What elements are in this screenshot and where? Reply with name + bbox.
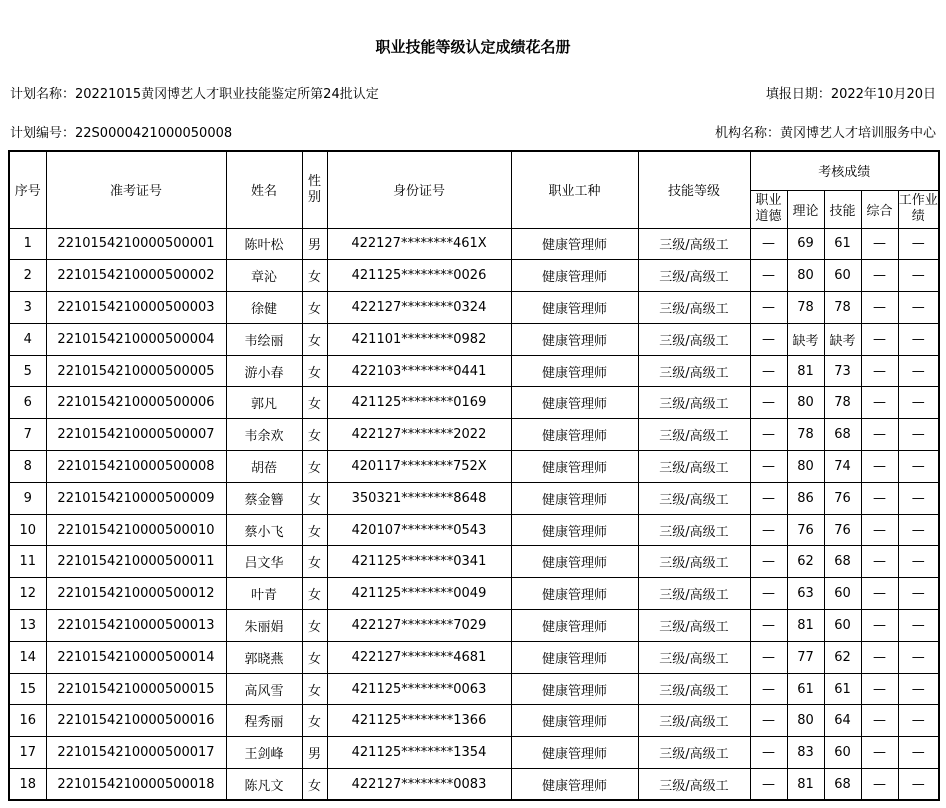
cell-level: 三级/高级工 <box>638 323 750 355</box>
cell-id-no: 350321********8648 <box>327 482 511 514</box>
cell-theory: 62 <box>787 546 824 578</box>
cell-level: 三级/高级工 <box>638 737 750 769</box>
cell-overall: — <box>861 673 898 705</box>
cell-work: — <box>898 610 939 642</box>
cell-name: 郭晓燕 <box>226 641 302 673</box>
cell-gender: 女 <box>302 705 327 737</box>
cell-gender: 女 <box>302 387 327 419</box>
cell-id-no: 421125********0049 <box>327 578 511 610</box>
cell-skill: 76 <box>824 514 861 546</box>
cell-exam-no: 2210154210000500015 <box>46 673 226 705</box>
header-name: 姓名 <box>226 151 302 228</box>
cell-level: 三级/高级工 <box>638 451 750 483</box>
cell-id-no: 421125********0026 <box>327 260 511 292</box>
cell-level: 三级/高级工 <box>638 641 750 673</box>
cell-skill: 74 <box>824 451 861 483</box>
cell-name: 王剑峰 <box>226 737 302 769</box>
plan-name: 计划名称：20221015黄冈博艺人才职业技能鉴定所第24批认定 <box>10 87 379 102</box>
cell-work: — <box>898 292 939 324</box>
cell-ethics: — <box>750 451 787 483</box>
cell-work: — <box>898 769 939 801</box>
cell-id-no: 422103********0441 <box>327 355 511 387</box>
cell-exam-no: 2210154210000500017 <box>46 737 226 769</box>
cell-work: — <box>898 355 939 387</box>
cell-seq: 11 <box>9 546 46 578</box>
cell-occupation: 健康管理师 <box>511 419 638 451</box>
cell-seq: 10 <box>9 514 46 546</box>
cell-gender: 女 <box>302 482 327 514</box>
table-row <box>9 514 939 546</box>
cell-id-no: 421101********0982 <box>327 323 511 355</box>
cell-seq: 9 <box>9 482 46 514</box>
cell-exam-no: 2210154210000500001 <box>46 228 226 260</box>
cell-work: — <box>898 737 939 769</box>
cell-gender: 女 <box>302 546 327 578</box>
cell-overall: — <box>861 387 898 419</box>
cell-theory: 80 <box>787 451 824 483</box>
cell-theory: 缺考 <box>787 323 824 355</box>
cell-ethics: — <box>750 610 787 642</box>
cell-seq: 18 <box>9 769 46 801</box>
header-work: 工作业绩 <box>898 190 939 228</box>
cell-id-no: 420107********0543 <box>327 514 511 546</box>
cell-level: 三级/高级工 <box>638 387 750 419</box>
cell-level: 三级/高级工 <box>638 610 750 642</box>
cell-occupation: 健康管理师 <box>511 260 638 292</box>
table-header <box>9 151 939 228</box>
table-body <box>9 228 939 800</box>
cell-name: 陈叶松 <box>226 228 302 260</box>
cell-seq: 1 <box>9 228 46 260</box>
cell-gender: 女 <box>302 419 327 451</box>
table-row <box>9 610 939 642</box>
cell-exam-no: 2210154210000500018 <box>46 769 226 801</box>
cell-theory: 78 <box>787 292 824 324</box>
cell-name: 章沁 <box>226 260 302 292</box>
cell-name: 陈凡文 <box>226 769 302 801</box>
table-row <box>9 419 939 451</box>
cell-overall: — <box>861 228 898 260</box>
table-row <box>9 641 939 673</box>
cell-skill: 60 <box>824 578 861 610</box>
cell-overall: — <box>861 610 898 642</box>
cell-overall: — <box>861 641 898 673</box>
cell-gender: 女 <box>302 578 327 610</box>
cell-overall: — <box>861 355 898 387</box>
cell-theory: 80 <box>787 705 824 737</box>
cell-exam-no: 2210154210000500011 <box>46 546 226 578</box>
table-row <box>9 578 939 610</box>
cell-overall: — <box>861 705 898 737</box>
cell-work: — <box>898 228 939 260</box>
cell-theory: 63 <box>787 578 824 610</box>
table-row <box>9 323 939 355</box>
table-row <box>9 673 939 705</box>
cell-seq: 3 <box>9 292 46 324</box>
cell-exam-no: 2210154210000500012 <box>46 578 226 610</box>
cell-skill: 68 <box>824 769 861 801</box>
table-row <box>9 355 939 387</box>
cell-work: — <box>898 514 939 546</box>
header-exam-no: 准考证号 <box>46 151 226 228</box>
cell-ethics: — <box>750 419 787 451</box>
cell-gender: 女 <box>302 514 327 546</box>
cell-overall: — <box>861 482 898 514</box>
cell-gender: 女 <box>302 355 327 387</box>
header-level: 技能等级 <box>638 151 750 228</box>
cell-id-no: 422127********0083 <box>327 769 511 801</box>
cell-id-no: 421125********1366 <box>327 705 511 737</box>
cell-ethics: — <box>750 482 787 514</box>
cell-seq: 14 <box>9 641 46 673</box>
cell-exam-no: 2210154210000500006 <box>46 387 226 419</box>
cell-theory: 81 <box>787 769 824 801</box>
cell-skill: 61 <box>824 228 861 260</box>
cell-exam-no: 2210154210000500008 <box>46 451 226 483</box>
cell-occupation: 健康管理师 <box>511 228 638 260</box>
cell-level: 三级/高级工 <box>638 355 750 387</box>
fill-date: 填报日期：2022年10月20日 <box>765 87 936 102</box>
cell-ethics: — <box>750 514 787 546</box>
cell-theory: 86 <box>787 482 824 514</box>
cell-occupation: 健康管理师 <box>511 514 638 546</box>
cell-exam-no: 2210154210000500002 <box>46 260 226 292</box>
cell-gender: 女 <box>302 769 327 801</box>
cell-exam-no: 2210154210000500003 <box>46 292 226 324</box>
cell-gender: 女 <box>302 323 327 355</box>
cell-gender: 男 <box>302 228 327 260</box>
cell-overall: — <box>861 323 898 355</box>
cell-overall: — <box>861 546 898 578</box>
cell-name: 叶青 <box>226 578 302 610</box>
cell-occupation: 健康管理师 <box>511 769 638 801</box>
table-row <box>9 292 939 324</box>
cell-name: 高风雪 <box>226 673 302 705</box>
cell-occupation: 健康管理师 <box>511 451 638 483</box>
cell-gender: 女 <box>302 641 327 673</box>
cell-work: — <box>898 578 939 610</box>
cell-name: 韦余欢 <box>226 419 302 451</box>
cell-theory: 81 <box>787 610 824 642</box>
cell-ethics: — <box>750 292 787 324</box>
cell-exam-no: 2210154210000500014 <box>46 641 226 673</box>
score-roster-table <box>8 150 940 801</box>
cell-overall: — <box>861 451 898 483</box>
cell-seq: 4 <box>9 323 46 355</box>
cell-overall: — <box>861 737 898 769</box>
cell-occupation: 健康管理师 <box>511 641 638 673</box>
cell-work: — <box>898 482 939 514</box>
cell-exam-no: 2210154210000500010 <box>46 514 226 546</box>
cell-work: — <box>898 387 939 419</box>
cell-work: — <box>898 705 939 737</box>
cell-seq: 8 <box>9 451 46 483</box>
cell-id-no: 421125********1354 <box>327 737 511 769</box>
cell-ethics: — <box>750 546 787 578</box>
cell-skill: 61 <box>824 673 861 705</box>
cell-occupation: 健康管理师 <box>511 387 638 419</box>
cell-ethics: — <box>750 769 787 801</box>
cell-ethics: — <box>750 323 787 355</box>
cell-overall: — <box>861 514 898 546</box>
cell-name: 蔡金簪 <box>226 482 302 514</box>
table-row <box>9 482 939 514</box>
table-row <box>9 546 939 578</box>
header-id-no: 身份证号 <box>327 151 511 228</box>
cell-overall: — <box>861 578 898 610</box>
cell-exam-no: 2210154210000500013 <box>46 610 226 642</box>
cell-theory: 77 <box>787 641 824 673</box>
cell-ethics: — <box>750 260 787 292</box>
cell-name: 徐健 <box>226 292 302 324</box>
cell-ethics: — <box>750 228 787 260</box>
cell-level: 三级/高级工 <box>638 546 750 578</box>
cell-seq: 7 <box>9 419 46 451</box>
cell-occupation: 健康管理师 <box>511 578 638 610</box>
cell-work: — <box>898 641 939 673</box>
cell-theory: 76 <box>787 514 824 546</box>
cell-id-no: 422127********461X <box>327 228 511 260</box>
cell-skill: 78 <box>824 387 861 419</box>
cell-name: 韦绘丽 <box>226 323 302 355</box>
cell-level: 三级/高级工 <box>638 514 750 546</box>
cell-id-no: 421125********0341 <box>327 546 511 578</box>
cell-name: 蔡小飞 <box>226 514 302 546</box>
cell-id-no: 422127********7029 <box>327 610 511 642</box>
cell-gender: 女 <box>302 451 327 483</box>
cell-occupation: 健康管理师 <box>511 673 638 705</box>
cell-exam-no: 2210154210000500005 <box>46 355 226 387</box>
header-theory: 理论 <box>787 190 824 228</box>
cell-seq: 13 <box>9 610 46 642</box>
cell-work: — <box>898 673 939 705</box>
cell-occupation: 健康管理师 <box>511 610 638 642</box>
cell-occupation: 健康管理师 <box>511 546 638 578</box>
cell-work: — <box>898 419 939 451</box>
cell-occupation: 健康管理师 <box>511 323 638 355</box>
header-overall: 综合 <box>861 190 898 228</box>
cell-work: — <box>898 546 939 578</box>
table-row <box>9 769 939 801</box>
cell-theory: 81 <box>787 355 824 387</box>
cell-ethics: — <box>750 387 787 419</box>
cell-overall: — <box>861 769 898 801</box>
table-row <box>9 451 939 483</box>
page-title: 职业技能等级认定成绩花名册 <box>375 38 571 56</box>
cell-name: 吕文华 <box>226 546 302 578</box>
cell-level: 三级/高级工 <box>638 578 750 610</box>
cell-exam-no: 2210154210000500009 <box>46 482 226 514</box>
header-seq: 序号 <box>9 151 46 228</box>
cell-id-no: 421125********0169 <box>327 387 511 419</box>
cell-name: 程秀丽 <box>226 705 302 737</box>
table-row <box>9 737 939 769</box>
cell-overall: — <box>861 292 898 324</box>
cell-level: 三级/高级工 <box>638 228 750 260</box>
cell-level: 三级/高级工 <box>638 292 750 324</box>
cell-ethics: — <box>750 355 787 387</box>
cell-occupation: 健康管理师 <box>511 705 638 737</box>
cell-ethics: — <box>750 737 787 769</box>
cell-skill: 73 <box>824 355 861 387</box>
cell-occupation: 健康管理师 <box>511 355 638 387</box>
header-skill: 技能 <box>824 190 861 228</box>
cell-gender: 女 <box>302 260 327 292</box>
cell-theory: 78 <box>787 419 824 451</box>
cell-skill: 68 <box>824 419 861 451</box>
cell-level: 三级/高级工 <box>638 419 750 451</box>
table-row <box>9 228 939 260</box>
cell-ethics: — <box>750 641 787 673</box>
header-scores: 考核成绩 <box>750 151 939 190</box>
cell-skill: 64 <box>824 705 861 737</box>
cell-theory: 83 <box>787 737 824 769</box>
table-row <box>9 705 939 737</box>
cell-id-no: 422127********0324 <box>327 292 511 324</box>
cell-gender: 女 <box>302 673 327 705</box>
header-occupation: 职业工种 <box>511 151 638 228</box>
cell-seq: 5 <box>9 355 46 387</box>
cell-exam-no: 2210154210000500016 <box>46 705 226 737</box>
header-gender: 性别 <box>302 151 327 228</box>
organization-name: 机构名称：黄冈博艺人才培训服务中心 <box>714 126 936 141</box>
cell-occupation: 健康管理师 <box>511 737 638 769</box>
cell-overall: — <box>861 260 898 292</box>
cell-ethics: — <box>750 705 787 737</box>
table-row <box>9 260 939 292</box>
cell-ethics: — <box>750 578 787 610</box>
cell-id-no: 421125********0063 <box>327 673 511 705</box>
cell-theory: 69 <box>787 228 824 260</box>
cell-name: 朱丽娟 <box>226 610 302 642</box>
cell-exam-no: 2210154210000500004 <box>46 323 226 355</box>
cell-id-no: 422127********4681 <box>327 641 511 673</box>
cell-level: 三级/高级工 <box>638 482 750 514</box>
cell-level: 三级/高级工 <box>638 673 750 705</box>
cell-seq: 12 <box>9 578 46 610</box>
cell-exam-no: 2210154210000500007 <box>46 419 226 451</box>
cell-work: — <box>898 323 939 355</box>
cell-seq: 15 <box>9 673 46 705</box>
cell-level: 三级/高级工 <box>638 260 750 292</box>
cell-skill: 76 <box>824 482 861 514</box>
cell-skill: 60 <box>824 737 861 769</box>
cell-gender: 女 <box>302 610 327 642</box>
table-row <box>9 387 939 419</box>
cell-seq: 2 <box>9 260 46 292</box>
cell-name: 胡蓓 <box>226 451 302 483</box>
header-ethics: 职业道德 <box>750 190 787 228</box>
cell-level: 三级/高级工 <box>638 705 750 737</box>
cell-seq: 17 <box>9 737 46 769</box>
cell-id-no: 422127********2022 <box>327 419 511 451</box>
cell-theory: 80 <box>787 260 824 292</box>
cell-work: — <box>898 451 939 483</box>
cell-level: 三级/高级工 <box>638 769 750 801</box>
cell-seq: 16 <box>9 705 46 737</box>
cell-skill: 68 <box>824 546 861 578</box>
cell-ethics: — <box>750 673 787 705</box>
cell-theory: 80 <box>787 387 824 419</box>
cell-name: 游小春 <box>226 355 302 387</box>
cell-name: 郭凡 <box>226 387 302 419</box>
cell-occupation: 健康管理师 <box>511 292 638 324</box>
cell-skill: 62 <box>824 641 861 673</box>
cell-seq: 6 <box>9 387 46 419</box>
cell-gender: 男 <box>302 737 327 769</box>
cell-theory: 61 <box>787 673 824 705</box>
cell-id-no: 420117********752X <box>327 451 511 483</box>
cell-overall: — <box>861 419 898 451</box>
cell-skill: 缺考 <box>824 323 861 355</box>
cell-gender: 女 <box>302 292 327 324</box>
cell-skill: 60 <box>824 610 861 642</box>
cell-skill: 78 <box>824 292 861 324</box>
cell-skill: 60 <box>824 260 861 292</box>
cell-work: — <box>898 260 939 292</box>
cell-occupation: 健康管理师 <box>511 482 638 514</box>
plan-number: 计划编号：22S000042100005000​8 <box>10 126 233 141</box>
